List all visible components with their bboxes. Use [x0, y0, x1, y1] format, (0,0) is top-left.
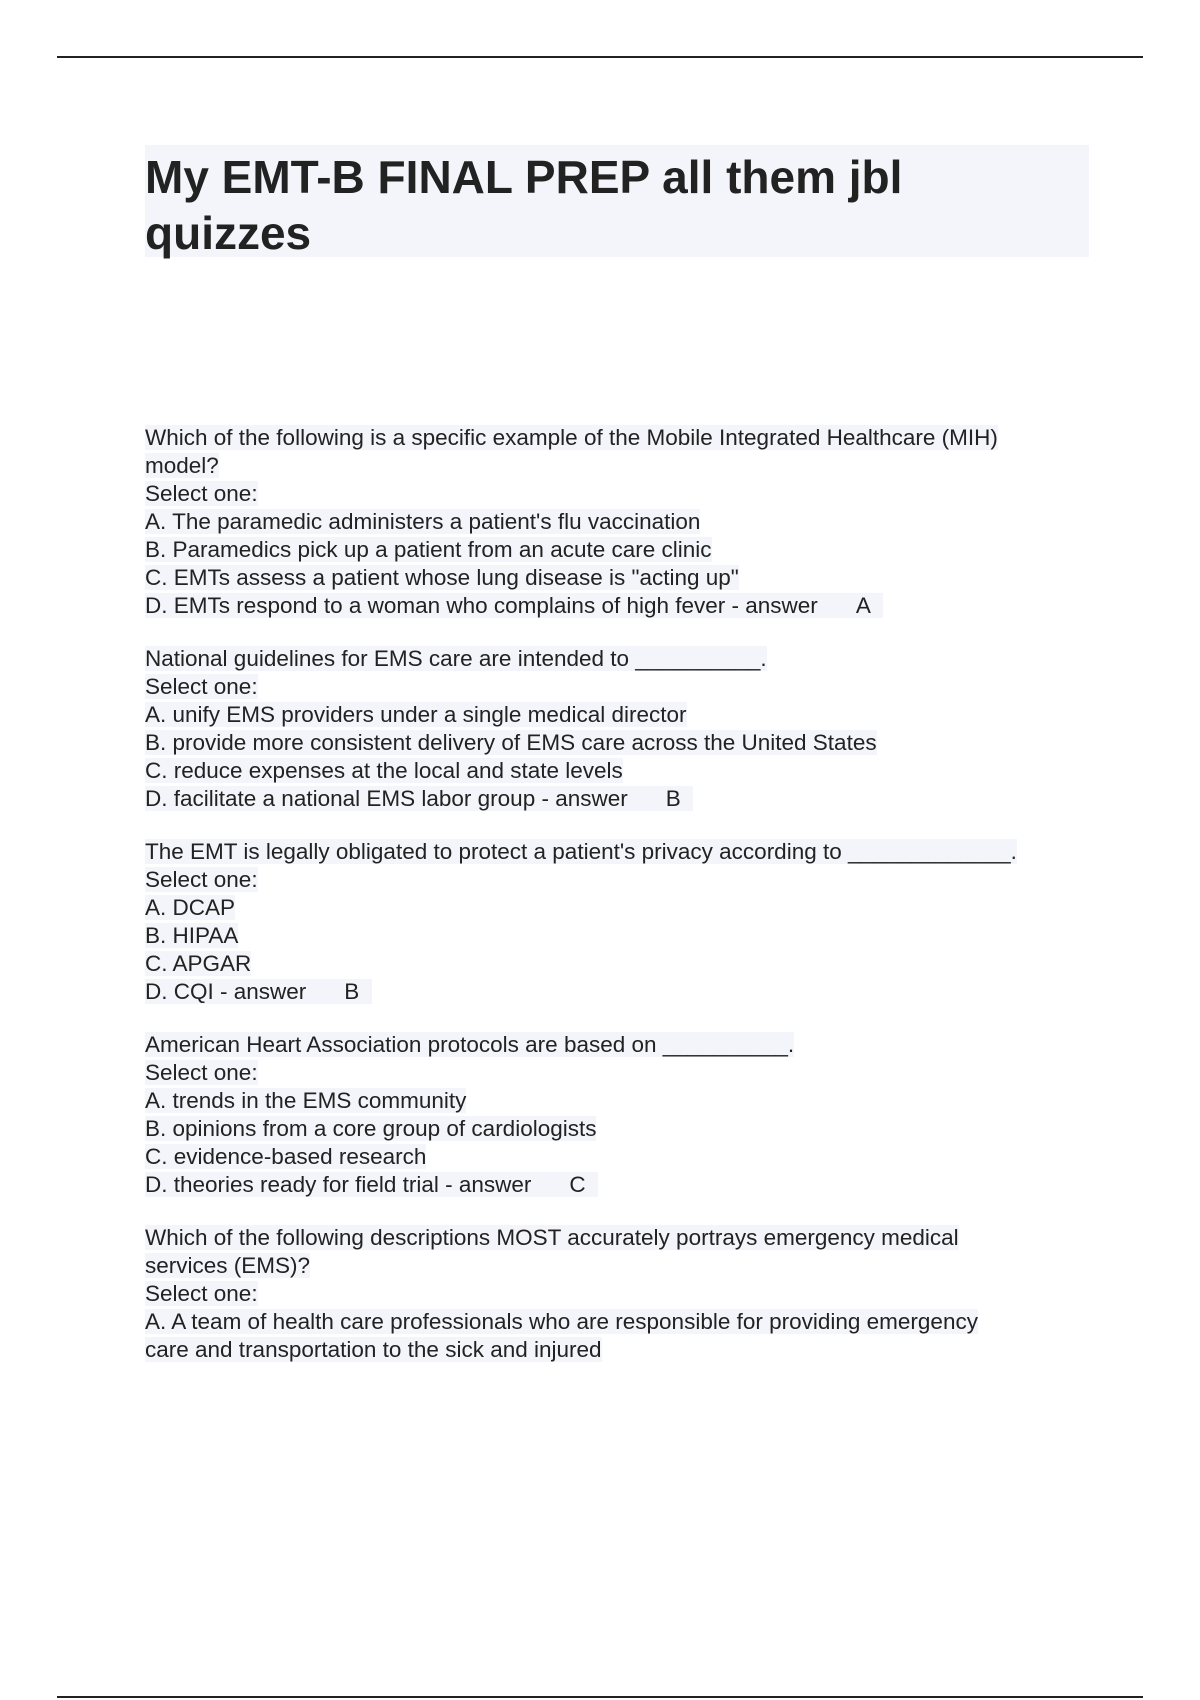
document-title: [145, 149, 1089, 261]
answer-option: D. CQI - answer: [145, 979, 307, 1004]
question-stem-line: Which of the following descriptions MOST accurately portrays emergency medical: [145, 1225, 959, 1250]
select-one-label: Select one:: [145, 1281, 258, 1306]
answer-option: D. facilitate a national EMS labor group - answer: [145, 786, 628, 811]
question-4: [145, 1031, 1105, 1199]
answer-option: care and transportation to the sick and injured: [145, 1337, 602, 1362]
answer-option: B. HIPAA: [145, 923, 239, 948]
select-one-label: Select one:: [145, 867, 258, 892]
question-list: [145, 424, 1105, 1389]
question-stem-line: National guidelines for EMS care are intended to __________.: [145, 646, 767, 671]
answer-option: C. EMTs assess a patient whose lung disease is "acting up": [145, 565, 739, 590]
correct-answer: C: [569, 1172, 586, 1197]
answer-option: A. trends in the EMS community: [145, 1088, 467, 1113]
answer-option: C. evidence-based research: [145, 1144, 427, 1169]
question-stem-line: Which of the following is a specific example of the Mobile Integrated Healthcare (MIH): [145, 425, 998, 450]
question-1: [145, 424, 1105, 620]
answer-option: A. A team of health care professionals who are responsible for providing emergency: [145, 1309, 978, 1334]
answer-option: A. The paramedic administers a patient's flu vaccination: [145, 509, 701, 534]
document-title-line-2: quizzes: [145, 207, 312, 259]
answer-option: D. EMTs respond to a woman who complains of high fever - answer: [145, 593, 818, 618]
answer-option: C. APGAR: [145, 951, 252, 976]
answer-option: A. unify EMS providers under a single medical director: [145, 702, 687, 727]
correct-answer: B: [665, 786, 681, 811]
question-3: [145, 838, 1105, 1006]
answer-option: A. DCAP: [145, 895, 236, 920]
correct-answer: B: [344, 979, 360, 1004]
select-one-label: Select one:: [145, 674, 258, 699]
question-2: [145, 645, 1105, 813]
select-one-label: Select one:: [145, 481, 258, 506]
answer-option: D. theories ready for field trial - answer: [145, 1172, 532, 1197]
answer-option: B. provide more consistent delivery of EMS care across the United States: [145, 730, 877, 755]
title-block: [145, 145, 1089, 257]
question-stem-line: American Heart Association protocols are based on __________.: [145, 1032, 795, 1057]
answer-option: B. opinions from a core group of cardiologists: [145, 1116, 597, 1141]
document-title-line-1: My EMT-B FINAL PREP all them jbl: [145, 151, 903, 203]
answer-option: C. reduce expenses at the local and state levels: [145, 758, 623, 783]
correct-answer: A: [855, 593, 871, 618]
question-stem-line: The EMT is legally obligated to protect a patient's privacy according to _____________.: [145, 839, 1017, 864]
question-5: [145, 1224, 1105, 1364]
answer-option: B. Paramedics pick up a patient from an acute care clinic: [145, 537, 712, 562]
top-rule: [57, 56, 1143, 58]
question-stem-line: services (EMS)?: [145, 1253, 311, 1278]
select-one-label: Select one:: [145, 1060, 258, 1085]
question-stem-line: model?: [145, 453, 219, 478]
bottom-rule: [57, 1696, 1143, 1698]
